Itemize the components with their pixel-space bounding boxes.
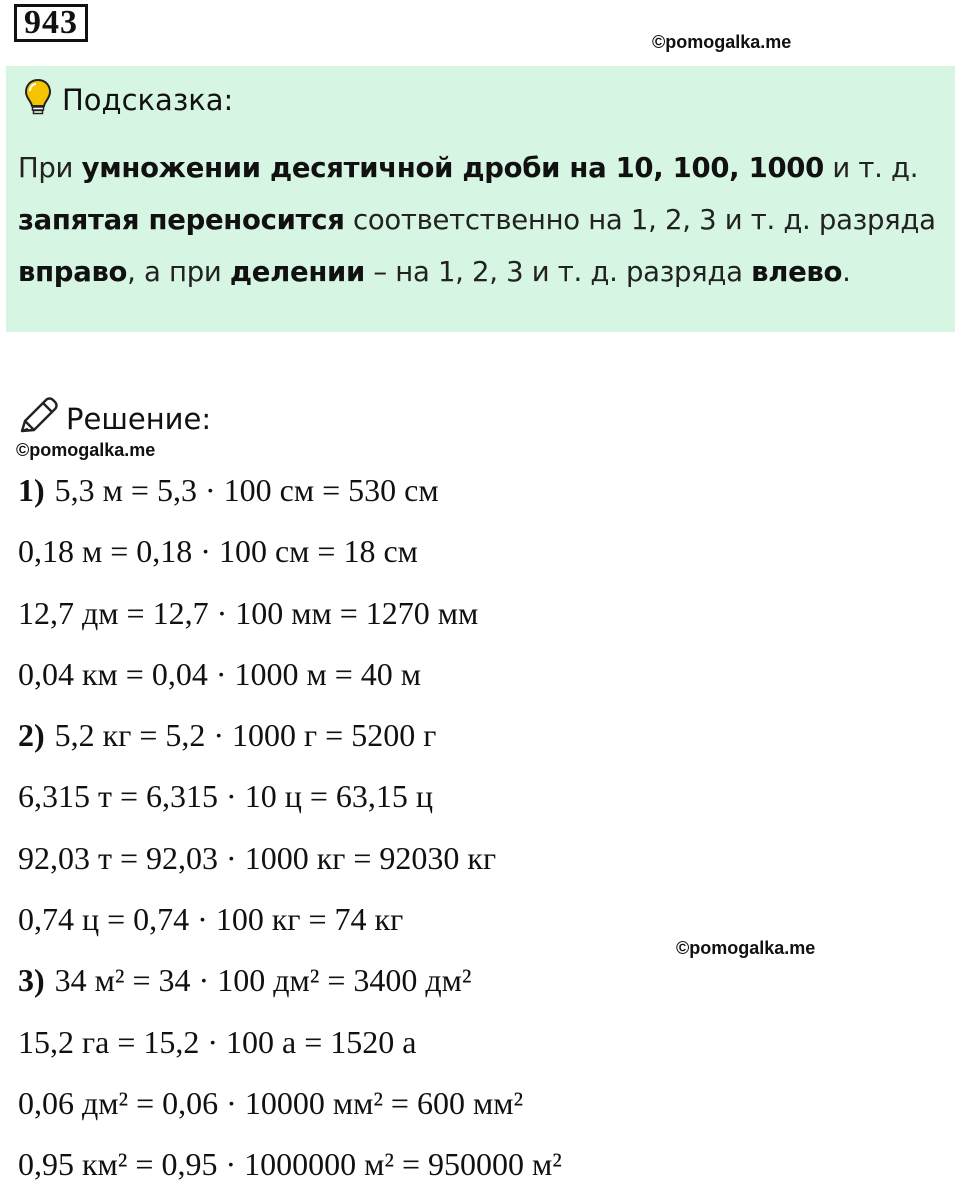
equation: 15,2 га = 15,2 · 100 а = 1520 а	[18, 1023, 417, 1060]
hint-text-part: , а при	[127, 256, 230, 288]
solution-line	[18, 585, 562, 646]
hint-text-part: .	[842, 256, 851, 288]
lightbulb-icon	[24, 78, 52, 123]
part-label: 2)	[18, 717, 45, 754]
watermark: ©pomogalka.me	[16, 440, 156, 460]
equation: 0,74 ц = 0,74 · 100 кг = 74 кг	[18, 901, 404, 938]
hint-title: Подсказка:	[62, 83, 234, 117]
hint-text-bold: делении	[229, 256, 365, 288]
solution-line	[18, 1075, 562, 1136]
task-number: 943	[14, 4, 88, 42]
hint-header	[24, 80, 233, 120]
solution-header	[18, 398, 211, 440]
watermark: ©pomogalka.me	[652, 32, 792, 52]
hint-text-bold: умножении десятичной дроби на 10, 100, 1000	[81, 152, 824, 184]
solution-line	[18, 952, 562, 1013]
solution-line	[18, 646, 562, 707]
solution-line	[18, 1014, 562, 1075]
hint-text-bold: влево	[751, 256, 843, 288]
hint-text-bold: вправо	[18, 256, 128, 288]
hint-text	[18, 142, 948, 298]
solution-line	[18, 891, 562, 952]
equation: 34 м² = 34 · 100 дм² = 3400 дм²	[54, 962, 472, 999]
solution-line	[18, 523, 562, 584]
hint-text-part: – на 1, 2, 3 и т. д. разряда	[364, 256, 752, 288]
hint-text-bold: запятая переносится	[18, 204, 345, 236]
part-label: 1)	[18, 472, 45, 508]
solution-line	[18, 1136, 562, 1197]
equation: 5,3 м = 5,3 · 100 см = 530 см	[54, 472, 439, 508]
hint-text-part: и т. д.	[823, 152, 919, 184]
equation: 92,03 т = 92,03 · 1000 кг = 92030 кг	[18, 839, 497, 876]
solution-lines	[18, 462, 562, 1198]
equation: 6,315 т = 6,315 · 10 ц = 63,15 ц	[18, 778, 433, 815]
solution-line	[18, 462, 562, 523]
equation: 0,18 м = 0,18 · 100 см = 18 см	[18, 533, 418, 570]
solution-line	[18, 830, 562, 891]
part-label: 3)	[18, 962, 45, 999]
equation: 0,95 км² = 0,95 · 1000000 м² = 950000 м²	[18, 1146, 562, 1183]
solution-title: Решение:	[66, 402, 212, 436]
hint-text-part: При	[18, 152, 82, 184]
equation: 5,2 кг = 5,2 · 1000 г = 5200 г	[54, 717, 437, 754]
hint-text-part: соответственно на 1, 2, 3 и т. д. разряда	[344, 204, 936, 236]
hint-box	[6, 66, 955, 332]
pencil-icon	[18, 397, 58, 442]
watermark: ©pomogalka.me	[676, 938, 816, 958]
equation: 0,06 дм² = 0,06 · 10000 мм² = 600 мм²	[18, 1084, 524, 1121]
solution-line	[18, 707, 562, 768]
solution-line	[18, 768, 562, 829]
equation: 12,7 дм = 12,7 · 100 мм = 1270 мм	[18, 594, 479, 631]
equation: 0,04 км = 0,04 · 1000 м = 40 м	[18, 655, 422, 692]
